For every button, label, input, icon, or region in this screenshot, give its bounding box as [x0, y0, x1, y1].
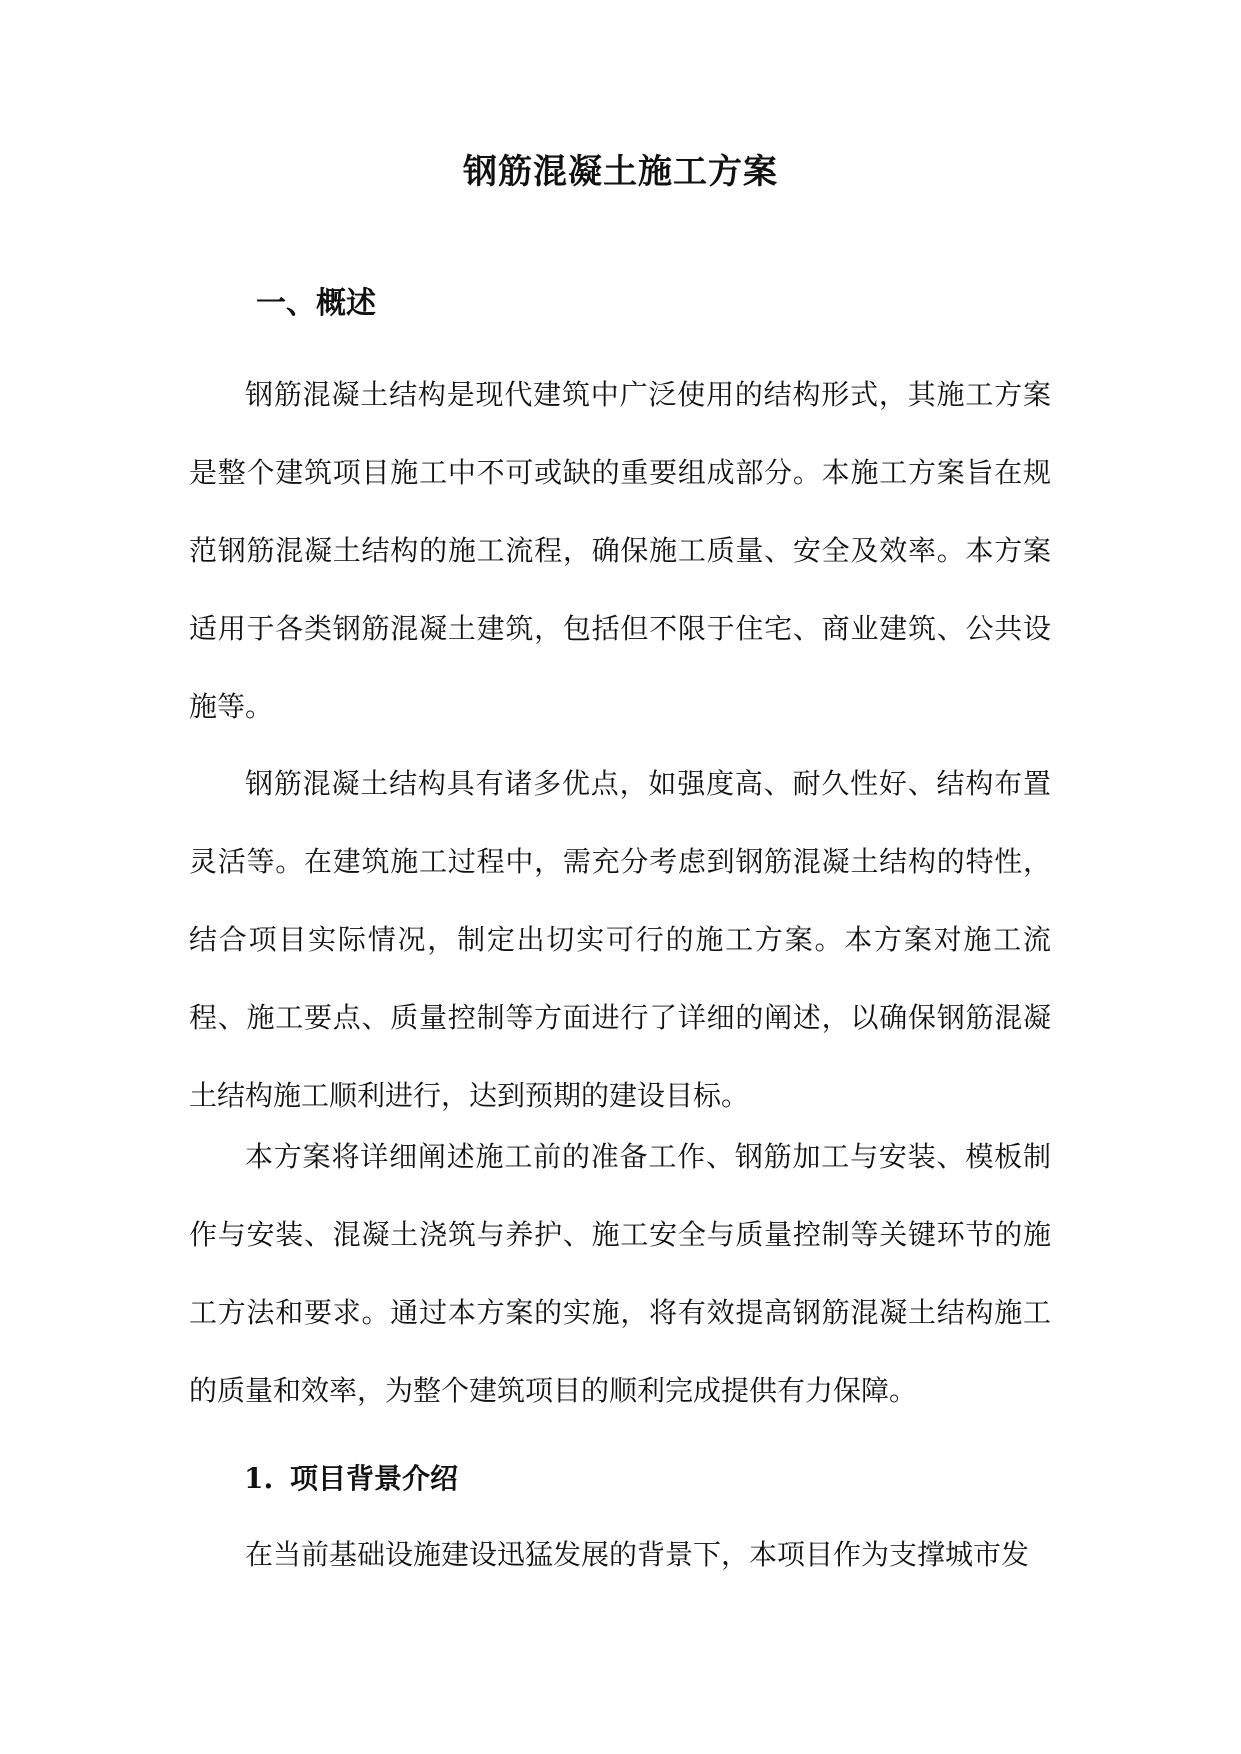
paragraph-2: 钢筋混凝土结构具有诸多优点，如强度高、耐久性好、结构布置灵活等。在建筑施工过程中，需充分考虑到钢筋混凝土结构的特性，结合项目实际情况，制定出切实可行的施工方案。本方案对施工流程、施工要点、质量控制等方面进行了详细的阐述，以确保钢筋混凝土结构施工顺利进行，达到预期的建设目标。: [189, 767, 1051, 1112]
document-title: 钢筋混凝土施工方案: [463, 152, 778, 192]
subsection-title: 项目背景介绍: [290, 1462, 459, 1495]
subsection-number: 1.: [244, 1462, 274, 1495]
paragraph-1: 钢筋混凝土结构是现代建筑中广泛使用的结构形式，其施工方案是整个建筑项目施工中不可或缺的重要组成部分。本施工方案旨在规范钢筋混凝土结构的施工流程，确保施工质量、安全及效率。本方案适用于各类钢筋混凝土建筑，包括但不限于住宅、商业建筑、公共设施等。: [189, 378, 1051, 723]
paragraph-3: 本方案将详细阐述施工前的准备工作、钢筋加工与安装、模板制作与安装、混凝土浇筑与养护、施工安全与质量控制等关键环节的施工方法和要求。通过本方案的实施，将有效提高钢筋混凝土结构施工的质量和效率，为整个建筑项目的顺利完成提供有力保障。: [189, 1140, 1051, 1407]
paragraph-4: 在当前基础设施建设迅猛发展的背景下，本项目作为支撑城市发: [245, 1538, 1030, 1571]
subsection-heading: [244, 1457, 458, 1501]
section-heading-overview: 一、概述: [256, 286, 376, 321]
